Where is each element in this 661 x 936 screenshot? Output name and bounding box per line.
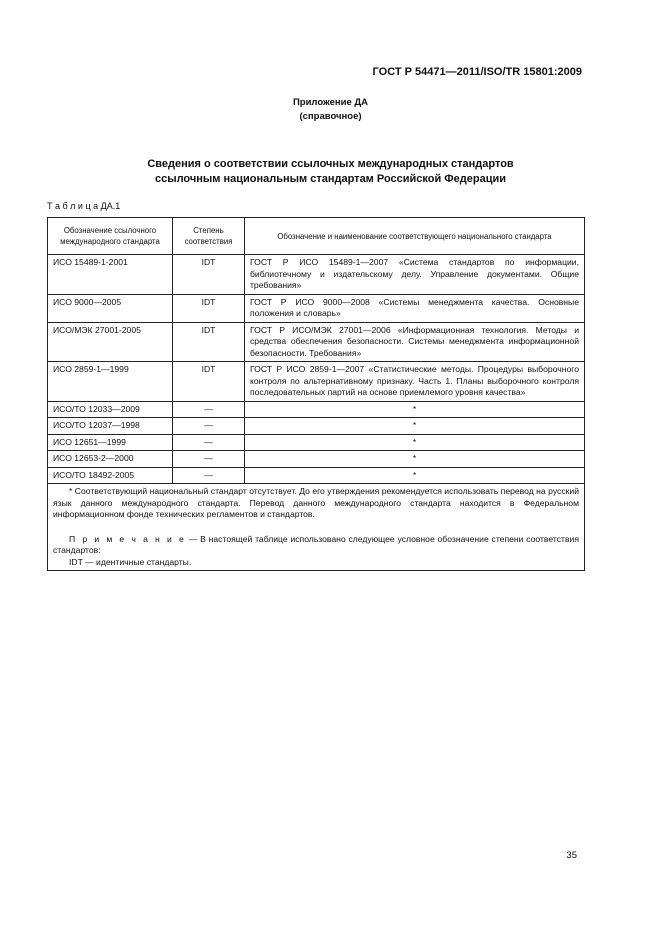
cell-degree: — bbox=[173, 467, 245, 484]
appendix-subtitle: (справочное) bbox=[299, 111, 362, 122]
table-row bbox=[48, 418, 585, 435]
cell-national: ГОСТ Р ИСО 9000—2008 «Системы менеджмента качества. Основные положения и словарь» bbox=[245, 294, 585, 322]
table-notes-row bbox=[48, 484, 585, 571]
appendix-heading bbox=[0, 96, 661, 124]
cell-national: * bbox=[245, 467, 585, 484]
cell-degree: IDT bbox=[173, 294, 245, 322]
table-row bbox=[48, 294, 585, 322]
table-footnote: * Соответствующий национальный стандарт отсутствует. До его утверждения рекомендуется использовать перевод на русский язык данного международного стандарта. Перевод данного международного стандарта находится в Федеральном информационном фонде технических регламентов и стандартов. bbox=[53, 486, 579, 519]
cell-intl: ИСО 9000—2005 bbox=[48, 294, 173, 322]
cell-degree: — bbox=[173, 451, 245, 468]
cell-national: * bbox=[245, 401, 585, 418]
table-row bbox=[48, 467, 585, 484]
table-row bbox=[48, 362, 585, 402]
section-title-line2: ссылочным национальным стандартам Российской Федерации bbox=[154, 173, 507, 185]
cell-degree: IDT bbox=[173, 255, 245, 295]
cell-national: * bbox=[245, 418, 585, 435]
table-row bbox=[48, 255, 585, 295]
cell-intl: ИСО 12651—1999 bbox=[48, 434, 173, 451]
header-national-standard: Обозначение и наименование соответствующего национального стандарта bbox=[245, 218, 585, 255]
section-title-line1: Сведения о соответствии ссылочных международных стандартов bbox=[147, 158, 514, 170]
correspondence-table bbox=[47, 217, 585, 571]
table-caption: Т а б л и ц а ДА.1 bbox=[47, 201, 121, 211]
header-intl-standard: Обозначение ссылочного международного стандарта bbox=[48, 218, 173, 255]
cell-degree: — bbox=[173, 418, 245, 435]
table-header-row bbox=[48, 218, 585, 255]
cell-degree: IDT bbox=[173, 362, 245, 402]
cell-intl: ИСО 15489-1-2001 bbox=[48, 255, 173, 295]
note-label: П р и м е ч а н и е bbox=[69, 533, 186, 544]
table-row bbox=[48, 401, 585, 418]
page-number: 35 bbox=[566, 850, 577, 861]
appendix-title: Приложение ДА bbox=[292, 97, 369, 108]
cell-intl: ИСО/ТО 12033—2009 bbox=[48, 401, 173, 418]
cell-intl: ИСО 2859-1—1999 bbox=[48, 362, 173, 402]
note-item: IDT — идентичные стандарты. bbox=[69, 556, 192, 567]
table-note bbox=[53, 534, 579, 557]
cell-intl: ИСО/МЭК 27001-2005 bbox=[48, 322, 173, 362]
header-degree: Степень соответствия bbox=[173, 218, 245, 255]
document-header: ГОСТ Р 54471—2011/ISO/TR 15801:2009 bbox=[372, 66, 582, 78]
cell-degree: IDT bbox=[173, 322, 245, 362]
cell-intl: ИСО/ТО 18492-2005 bbox=[48, 467, 173, 484]
cell-national: ГОСТ Р ИСО 2859-1—2007 «Статистические методы. Процедуры выборочного контроля по альтернативному признаку. Часть 1. Планы выборочного контроля последовательных партий на основе приемлемого уровня качества» bbox=[245, 362, 585, 402]
section-title bbox=[0, 157, 661, 187]
note-text: — В настоящей таблице использовано следующее условное обозначение степени соответствия стандартов: bbox=[53, 533, 579, 555]
table-row bbox=[48, 451, 585, 468]
table-row bbox=[48, 434, 585, 451]
table-row bbox=[48, 322, 585, 362]
cell-national: * bbox=[245, 434, 585, 451]
cell-intl: ИСО 12653-2—2000 bbox=[48, 451, 173, 468]
cell-national: ГОСТ Р ИСО/МЭК 27001—2006 «Информационная технология. Методы и средства обеспечения безопасности. Системы менеджмента информационной безопасности. Требования» bbox=[245, 322, 585, 362]
cell-degree: — bbox=[173, 434, 245, 451]
cell-national: * bbox=[245, 451, 585, 468]
cell-national: ГОСТ Р ИСО 15489-1—2007 «Система стандартов по информации, библиотечному и издательскому делу. Управление документами. Общие требования» bbox=[245, 255, 585, 295]
cell-degree: — bbox=[173, 401, 245, 418]
table-notes bbox=[48, 484, 585, 571]
cell-intl: ИСО/ТО 12037—1998 bbox=[48, 418, 173, 435]
